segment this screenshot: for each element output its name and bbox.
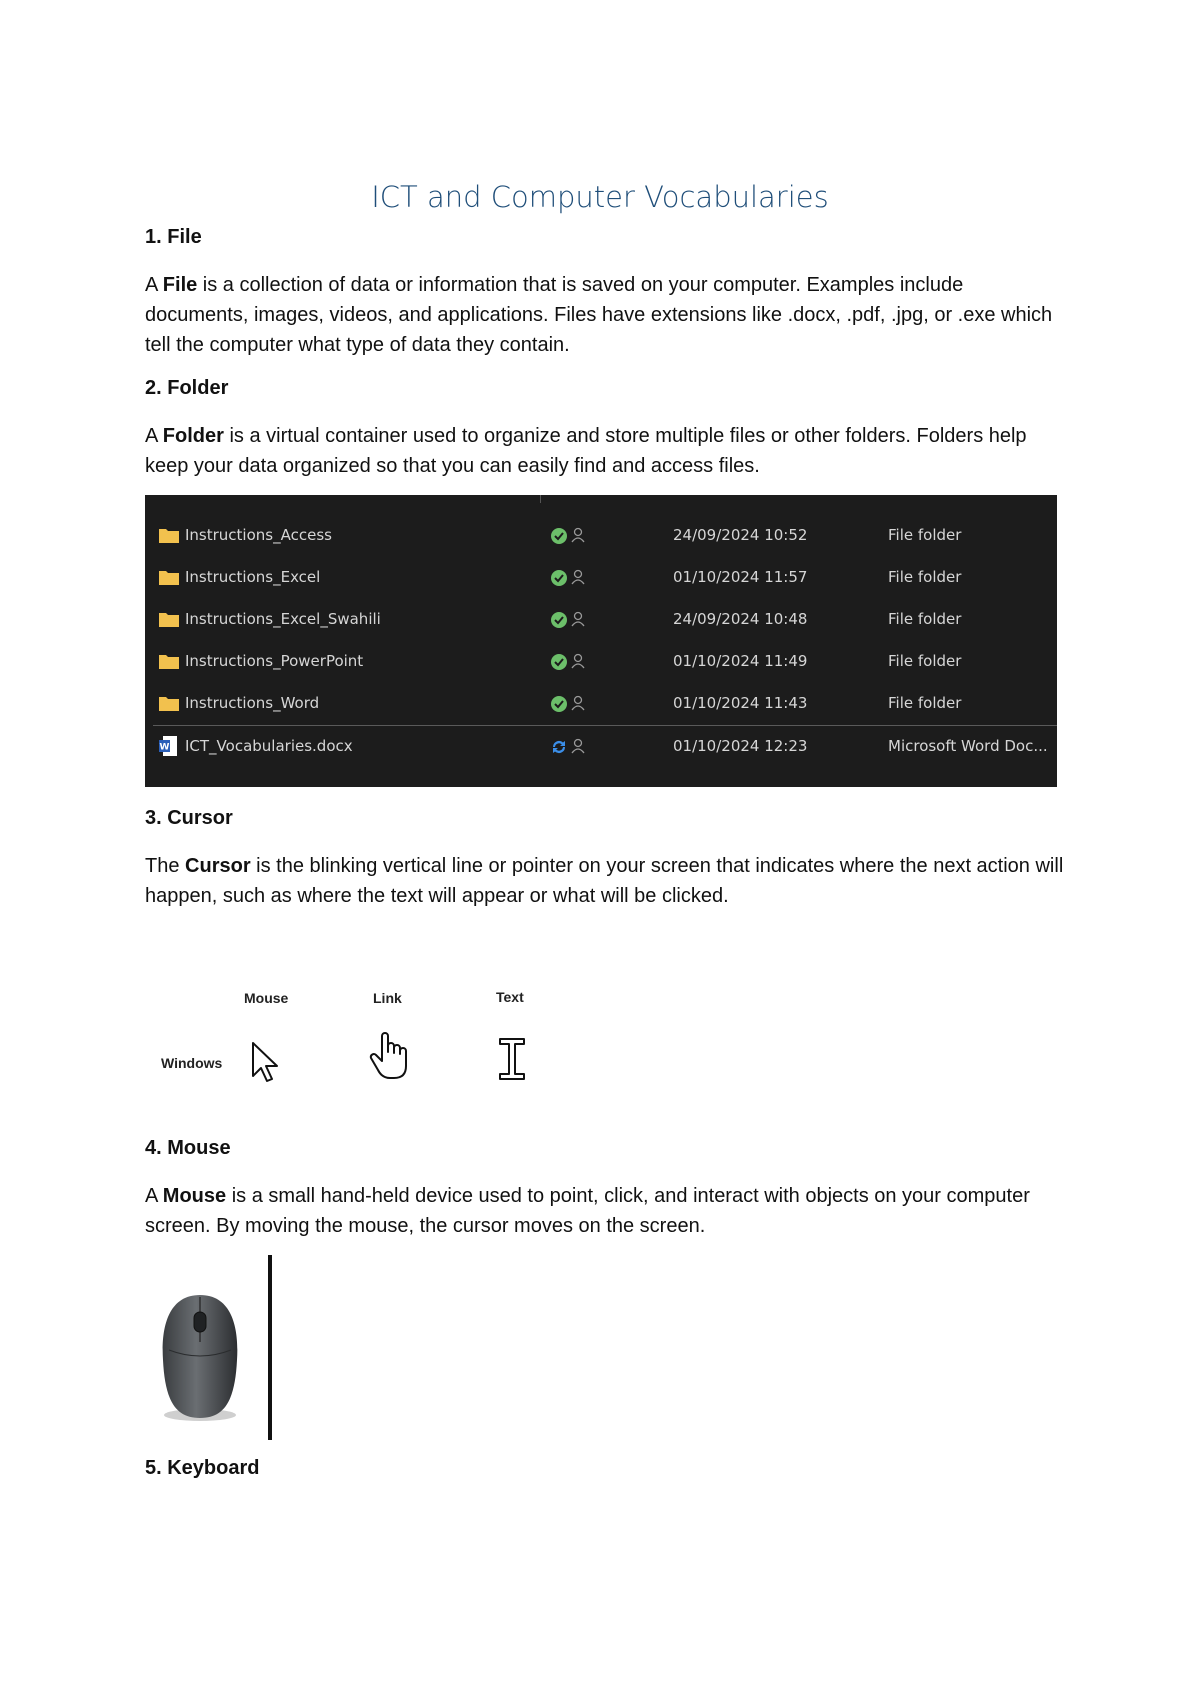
synced-check-icon — [550, 653, 568, 671]
synced-check-icon — [550, 527, 568, 545]
cursor-row-windows: Windows — [161, 1055, 223, 1071]
column-divider — [540, 495, 541, 503]
term-cursor: Cursor — [185, 855, 251, 877]
file-row[interactable] — [145, 641, 1057, 683]
synced-check-icon — [550, 611, 568, 629]
file-type: File folder — [888, 568, 962, 586]
heading-keyboard: 5. Keyboard — [145, 1457, 260, 1479]
term-mouse: Mouse — [162, 1185, 227, 1207]
heading-file: 1. File — [145, 226, 202, 248]
file-type: File folder — [888, 652, 962, 670]
file-type: File folder — [888, 694, 962, 712]
file-date: 01/10/2024 12:23 — [673, 737, 808, 755]
file-name: Instructions_Access — [185, 526, 332, 544]
folder-icon — [159, 695, 179, 711]
folder-icon — [159, 527, 179, 543]
file-name: Instructions_PowerPoint — [185, 652, 364, 670]
term-folder: Folder — [162, 425, 224, 447]
file-row-selected[interactable] — [153, 725, 1057, 768]
shared-person-icon — [571, 526, 585, 544]
svg-text:W: W — [159, 742, 170, 753]
file-date: 01/10/2024 11:49 — [673, 652, 808, 670]
word-doc-icon — [159, 736, 177, 756]
shared-person-icon — [571, 652, 585, 670]
paragraph-mouse: A Mouse is a small hand-held device used to point, click, and interact with objects on your computer screen. By moving the mouse, the cursor moves on the screen. — [145, 1185, 1030, 1237]
paragraph-cursor: The Cursor is the blinking vertical line or pointer on your screen that indicates where the next action will happen, such as where the text will appear or what will be clicked. — [145, 855, 1064, 907]
paragraph-folder: A Folder is a virtual container used to organize and store multiple files or other folders. Folders help keep your data organized so that you can easily find and access files. — [145, 425, 1027, 477]
shared-person-icon — [571, 568, 585, 586]
shared-person-icon — [571, 737, 585, 755]
cursor-col-link: Link — [373, 990, 402, 1006]
folder-icon — [159, 653, 179, 669]
folder-icon — [159, 611, 179, 627]
heading-cursor: 3. Cursor — [145, 807, 233, 829]
file-date: 24/09/2024 10:52 — [673, 526, 808, 544]
cursor-col-mouse: Mouse — [244, 990, 289, 1006]
synced-check-icon — [550, 695, 568, 713]
computer-mouse-image — [155, 1290, 245, 1425]
file-type: File folder — [888, 526, 962, 544]
file-row[interactable] — [145, 599, 1057, 641]
synced-check-icon — [550, 569, 568, 587]
file-date: 01/10/2024 11:43 — [673, 694, 808, 712]
file-date: 01/10/2024 11:57 — [673, 568, 808, 586]
arrow-pointer-icon — [250, 1040, 284, 1084]
text-cursor-line — [268, 1255, 272, 1440]
file-row[interactable] — [145, 557, 1057, 599]
cursor-col-text: Text — [496, 989, 524, 1005]
shared-person-icon — [571, 610, 585, 628]
term-file: File — [162, 274, 198, 296]
file-row[interactable] — [145, 515, 1057, 557]
syncing-icon — [550, 738, 568, 756]
text-ibeam-icon — [497, 1036, 527, 1082]
folder-icon — [159, 569, 179, 585]
file-row[interactable] — [145, 683, 1057, 725]
paragraph-file: A File is a collection of data or information that is saved on your computer. Examples include documents, images, videos, and applications. Files have extensions like .docx, .pdf, .jpg, or .exe which tell the computer what type of data they contain. — [145, 274, 1053, 356]
file-type: File folder — [888, 610, 962, 628]
hand-pointer-icon — [368, 1030, 412, 1082]
file-explorer-screenshot — [145, 495, 1057, 787]
heading-folder: 2. Folder — [145, 377, 229, 399]
file-name: Instructions_Excel_Swahili — [185, 610, 381, 628]
file-name: Instructions_Excel — [185, 568, 321, 586]
heading-mouse: 4. Mouse — [145, 1137, 231, 1159]
file-date: 24/09/2024 10:48 — [673, 610, 808, 628]
file-name: Instructions_Word — [185, 694, 320, 712]
page-title: ICT and Computer Vocabularies — [371, 180, 829, 214]
file-name: ICT_Vocabularies.docx — [185, 737, 353, 755]
file-type: Microsoft Word Doc... — [888, 737, 1048, 755]
shared-person-icon — [571, 694, 585, 712]
